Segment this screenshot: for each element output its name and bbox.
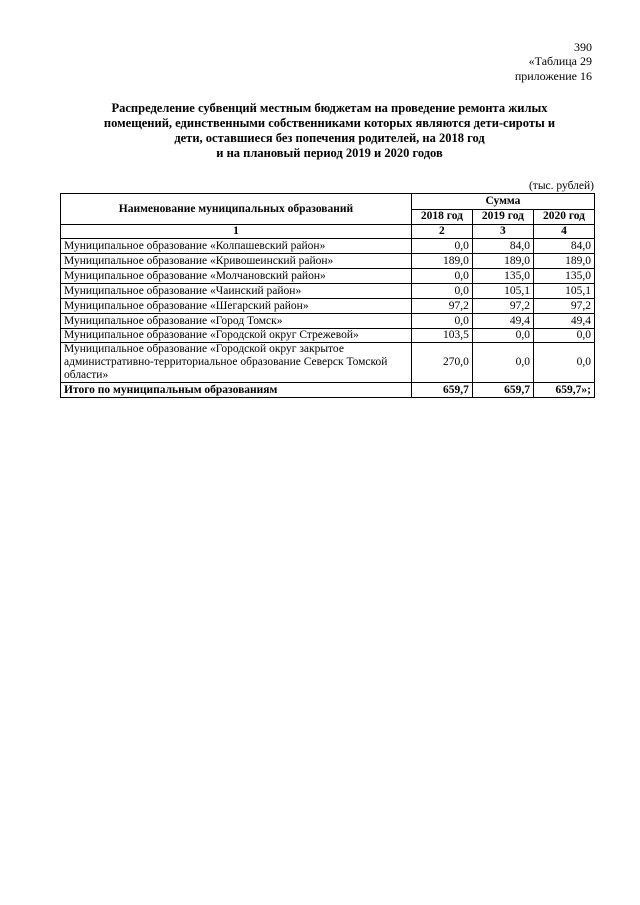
- header-row: [61, 194, 595, 210]
- value-2020: 97,2: [533, 299, 594, 314]
- value-2019: 49,4: [472, 314, 533, 329]
- value-2019: 135,0: [472, 269, 533, 284]
- value-2020: 105,1: [533, 284, 594, 299]
- value-2020: 84,0: [533, 239, 594, 254]
- column-index-row: [61, 225, 595, 239]
- municipality-name: Муниципальное образование «Городской округ Стрежевой»: [61, 329, 412, 343]
- value-2020: 135,0: [533, 269, 594, 284]
- value-2019: 97,2: [472, 299, 533, 314]
- municipality-name: Муниципальное образование «Кривошеинский район»: [61, 254, 412, 269]
- table-row: [61, 284, 595, 299]
- title-line-2: помещений, единственными собственниками которых являются дети-сироты и: [103, 116, 556, 130]
- table-label: «Таблица 29: [528, 54, 592, 68]
- value-2018: 189,0: [411, 254, 472, 269]
- document-title: [66, 101, 593, 161]
- table-row: [61, 299, 595, 314]
- year-header-2019: 2019 год: [472, 209, 533, 225]
- column-index: 4: [533, 225, 594, 239]
- title-line-3: дети, оставшиеся без попечения родителей, на 2018 год: [174, 131, 485, 145]
- value-2019: 189,0: [472, 254, 533, 269]
- value-2018: 0,0: [411, 284, 472, 299]
- total-row: [61, 383, 595, 398]
- municipality-name: Муниципальное образование «Город Томск»: [61, 314, 412, 329]
- name-column-header: Наименование муниципальных образований: [61, 194, 412, 225]
- table-row: [61, 239, 595, 254]
- total-2020: 659,7»;: [533, 383, 594, 398]
- municipality-name: Муниципальное образование «Колпашевский район»: [61, 239, 412, 254]
- table-row: [61, 269, 595, 284]
- appendix-label: приложение 16: [514, 69, 592, 83]
- value-2018: 0,0: [411, 269, 472, 284]
- table-row: [61, 314, 595, 329]
- value-2020: 0,0: [533, 329, 594, 343]
- subvention-table: [60, 193, 595, 398]
- total-2019: 659,7: [472, 383, 533, 398]
- total-label: Итого по муниципальным образованиям: [61, 383, 412, 398]
- municipality-name: Муниципальное образование «Городской округ закрытое административно-территориальное образование Северск Томской области»: [61, 343, 412, 383]
- value-2018: 0,0: [411, 239, 472, 254]
- municipality-name: Муниципальное образование «Шегарский район»: [61, 299, 412, 314]
- value-2019: 0,0: [472, 343, 533, 383]
- value-2018: 97,2: [411, 299, 472, 314]
- value-2020: 0,0: [533, 343, 594, 383]
- column-index: 3: [472, 225, 533, 239]
- table-reference: [515, 54, 592, 84]
- sum-column-header: Сумма: [411, 194, 594, 210]
- value-2018: 103,5: [411, 329, 472, 343]
- value-2019: 0,0: [472, 329, 533, 343]
- value-2020: 49,4: [533, 314, 594, 329]
- municipality-name: Муниципальное образование «Чаинский район»: [61, 284, 412, 299]
- value-2020: 189,0: [533, 254, 594, 269]
- table-row: [61, 329, 595, 343]
- value-2019: 84,0: [472, 239, 533, 254]
- column-index: 2: [411, 225, 472, 239]
- year-header-2018: 2018 год: [411, 209, 472, 225]
- units-label: (тыс. рублей): [528, 180, 594, 192]
- column-index: 1: [61, 225, 412, 239]
- table-row: [61, 254, 595, 269]
- title-line-1: Распределение субвенций местным бюджетам на проведение ремонта жилых: [111, 101, 548, 115]
- total-2018: 659,7: [411, 383, 472, 398]
- title-line-4: и на плановый период 2019 и 2020 годов: [216, 146, 443, 160]
- page-number: 390: [574, 40, 592, 54]
- value-2018: 0,0: [411, 314, 472, 329]
- municipality-name: Муниципальное образование «Молчановский район»: [61, 269, 412, 284]
- value-2018: 270,0: [411, 343, 472, 383]
- value-2019: 105,1: [472, 284, 533, 299]
- year-header-2020: 2020 год: [533, 209, 594, 225]
- table-row: [61, 343, 595, 383]
